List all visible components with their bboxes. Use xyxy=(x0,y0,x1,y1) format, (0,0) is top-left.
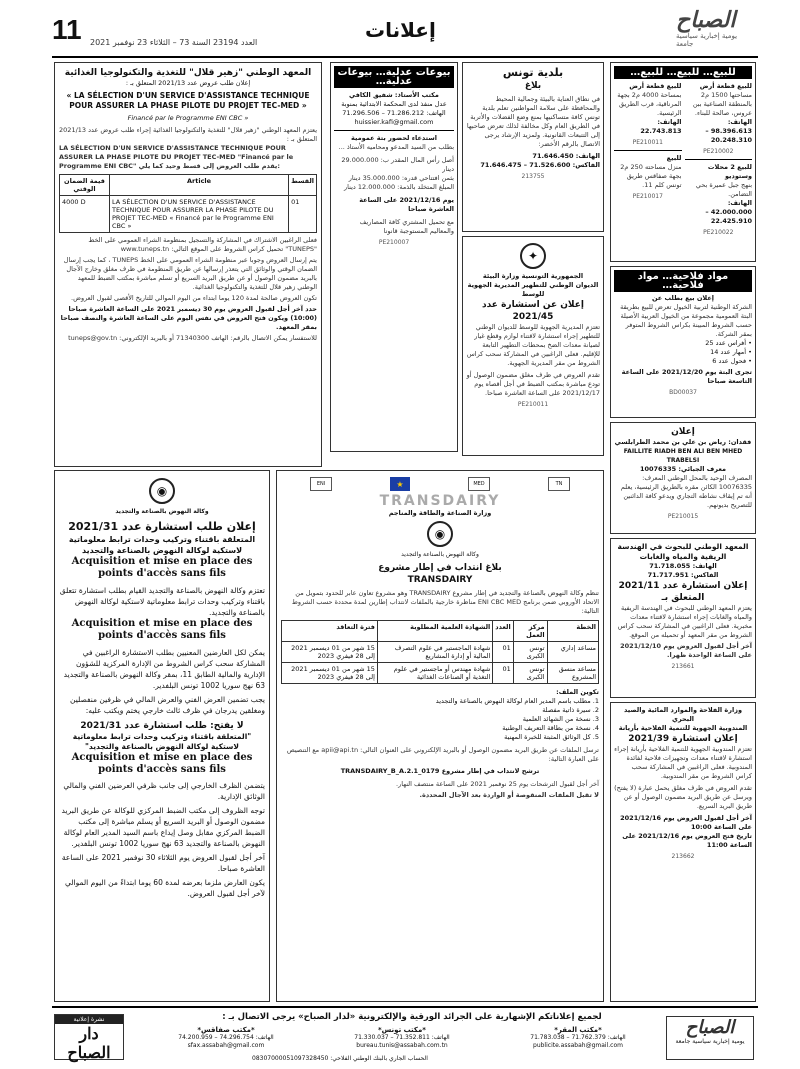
apii-fr-subject-3: Acquisition et mise en place des points d'accès sans fils xyxy=(71,752,253,775)
table-header: قيمة الضمان الوقتي xyxy=(60,175,110,196)
table-header: العدد xyxy=(493,621,513,642)
municipality-fax: الفاكس: 71.526.600 – 71.646.475 xyxy=(480,161,600,169)
apii-consultation-ad xyxy=(54,470,270,1002)
table-cell: 15 شهر من 01 ديسمبر 2021 إلى 28 فيفري 2023 xyxy=(282,642,378,663)
ad-code: BD00037 xyxy=(669,389,697,396)
crda-agency: المندوبية الجهوية للتنمية الفلاحية بأريانة xyxy=(618,724,748,732)
bailiff-office: مكتب الأستاذ: شفيق الكافي xyxy=(349,91,439,99)
table-cell: مساعد إداري xyxy=(547,642,598,663)
transdairy-note: لا تقبل الملفات المنقوصة أو الواردة بعد الآجال المحددة. xyxy=(419,791,599,799)
innta-body5: تكون العروض صالحة لمدة 120 يوما ابتداء من اليوم الموالي للتاريخ الأقصى لقبول العروض. xyxy=(71,294,317,302)
office-name: *مكتب المقر* xyxy=(554,1026,602,1034)
ad-code: PE210011 xyxy=(632,139,663,146)
apii-subject: المتعلقة باقتناء وتركيب وحدات ترابط معلوماتية لاستكية لوكالة النهوض بالصناعة والتجديد xyxy=(68,535,256,555)
innta-tender-ad xyxy=(54,62,322,467)
apii-fr-subject: Acquisition et mise en place des points d'accès sans fils xyxy=(71,556,253,579)
table-header: مركز العمل xyxy=(513,621,547,642)
footer-house-logo xyxy=(54,1014,124,1060)
apii-body1: تعتزم وكالة النهوض بالصناعة والتجديد القيام بطلب استشارة تتعلق باقتناء وتركيب وحدات ترابط معلوماتية لاستكية لوكالة النهوض بالصناعة والتجديد. xyxy=(59,586,265,617)
onas-body2: تقدم العروض في ظرف مغلق مضمون الوصول أو تودع مباشرة بمكتب الضبط في أجل أقصاه يوم 2021/12/17 على الساعة العاشرة صباحا. xyxy=(466,371,600,397)
onas-ministry: الجمهورية التونسية وزارة البيئة xyxy=(482,272,584,280)
sales-classifieds xyxy=(610,62,756,262)
footer-newspaper-logo xyxy=(666,1016,754,1060)
innta-body2: LA SÉLECTION D'UN SERVICE D'ASSISTANCE TECHNIQUE POUR ASSURER LA PHASE PILOTE DU PROJET TEC-MED "Financé par le Programme ENI CBC" يقدم طلب العروض إلى قسط وحيد كما يلي: xyxy=(59,144,294,170)
transdairy-ref: ترشح لانتداب في إطار مشروع TRANSDAIRY_B_A.2.1_0179 xyxy=(340,767,540,775)
innta-call: إعلان طلب عروض عدد 2021/13 المتعلق بـ : xyxy=(125,79,251,87)
footer-offices xyxy=(142,1026,662,1050)
apii-body3: يجب تضمين العرض الفني والعرض المالي في ظرفين منفصلين ومغلقين يدرجان في ظرف ثالث خارجي يختم ويكتب عليه: xyxy=(69,695,265,715)
logo-subtitle: يومية إخبارية سياسية جامعة xyxy=(676,32,738,48)
apii-envelope-subject: "المتعلقة باقتناء وتركيب وحدات ترابط معلوماتية لاستكية لوكالة النهوض بالصناعة والتجديد" xyxy=(72,732,252,751)
apii-body6: آخر أجل لقبول العروض يوم الثلاثاء 30 نوفمبر 2021 على الساعة العاشرة صباحا. xyxy=(61,853,265,873)
transdairy-send: ترسل الملفات عن طريق البريد مضمون الوصول أو بالبريد الإلكتروني على العنوان التالي: apii@api.tn مع التنصيص على العبارة التالية: xyxy=(286,746,599,763)
tunis-municipality-ad xyxy=(462,62,604,232)
apii-call: إعلان طلب استشارة عدد 2021/31 xyxy=(68,520,256,533)
crda-ministry: وزارة الفلاحة والموارد المائية والصيد البحري xyxy=(623,706,743,723)
ad-code: 213661 xyxy=(671,663,695,670)
bailiff-email: huissier.kafi@gmail.com xyxy=(354,118,434,126)
sales-banner: للبيع… للبيع… للبيع… xyxy=(614,66,752,79)
office-email[interactable]: sfax.assabah@gmail.com xyxy=(187,1042,265,1049)
transdairy-project: TRANSDAIRY xyxy=(407,575,473,585)
municipality-body: في نطاق العناية بالبيئة وجمالية المحيط والمحافظة على سلامة المواطنين تعلم بلدية تونس كافة متساكنيها بمنع وضع الفضلات والأتربة في الطريق العام وكل مخالفة لذلك تعرض صاحبها إلى التتبعات القانونية. ولمزيد الإرشاد يرجى الاتصال بالرقم الأخضر: xyxy=(466,95,600,148)
dossier-item: 1. مطلب باسم المدير العام لوكالة النهوض بالصناعة والتجديد xyxy=(435,697,599,705)
office-name: *مكتب تونس* xyxy=(378,1026,426,1034)
footer-logo-subtitle: يومية إخبارية سياسية جامعة xyxy=(675,1038,745,1045)
office-phone: الهاتف: 71.762.379 – 71.783.038 xyxy=(530,1034,626,1041)
newspaper-logo xyxy=(676,8,754,48)
innta-lot-table xyxy=(59,174,317,233)
agricultural-item: • فحول عدد 6 xyxy=(712,357,752,365)
inrgref-consultation-ad xyxy=(610,538,756,698)
enicbc-logo-icon: ENI xyxy=(310,477,332,491)
sale-body: بطلب من السيد المدعو ومحاميه الأستاذ ... xyxy=(338,143,454,151)
table-cell: 01 xyxy=(493,663,513,684)
apii-emblem-icon: ◉ xyxy=(427,521,453,547)
table-cell: شهادة الماجستير في علوم التصرف المالية أو إدارة المشاريع xyxy=(377,642,492,663)
apii-envelope-label: لا يفتح: طلب استشارة عدد 2021/31 xyxy=(80,721,244,731)
inrgref-body2: آخر أجل لقبول العروض يوم 2021/12/10 على الساعة الواحدة ظهرا. xyxy=(620,642,752,659)
innta-body1: يعتزم المعهد الوطني "زهير قلال" للتغذية والتكنولوجيا الغذائية إجراء طلب عروض عدد 2021/13 المتعلق بـ : xyxy=(59,126,317,143)
agricultural-date: تجرى البتة يوم 2021/12/20 على الساعة التاسعة صباحا xyxy=(621,368,752,385)
logo-text: الصباح xyxy=(676,7,736,33)
agricultural-sale-ad xyxy=(610,266,756,418)
dossier-item: 2. سيرة ذاتية مفصلة xyxy=(542,706,599,714)
sponsor-logos xyxy=(281,477,599,491)
classified-body: بمساحة 4000 م2 بجهة المرناقية، قرب الطريق الرئيسية. xyxy=(617,91,682,117)
innta-body3: فعلى الراغبين الاشتراك في المشاركة والتسجيل بمنظومة الشراء العمومي على الخط "TUNEPS" تحميل كراس الشروط على الموقع التالي: www.tuneps.tn xyxy=(88,236,317,253)
classified-column xyxy=(685,82,753,237)
issue-line: العدد 23194 السنة 73 – الثلاثاء 23 نوفمبر 2021 xyxy=(90,38,258,47)
ad-code: 213755 xyxy=(521,173,545,180)
municipality-phone: الهاتف: 71.646.450 xyxy=(532,152,600,160)
judicial-sale-ad xyxy=(330,62,458,452)
footer-house-name: دار الصباح xyxy=(67,1024,111,1062)
office-block xyxy=(494,1026,662,1050)
dossier-title: تكوين الملف: xyxy=(556,688,599,696)
innta-org: المعهد الوطني "زهير قلال" للتغذية والتكنولوجيا الغذائية xyxy=(64,68,312,78)
dossier-item: 4. نسخة من بطاقة التعريف الوطنية xyxy=(502,724,599,732)
classified-body: منزل مساحته 250 م2 بجهة صفاقس طريق تونس كلم 11. xyxy=(620,163,682,189)
ministry-logo-icon: TN xyxy=(548,477,570,491)
ad-code: PE210002 xyxy=(703,148,734,155)
crda-call: إعلان استشارة 2021/39 xyxy=(628,734,738,744)
sale-date: يوم 2021/12/16 على الساعة العاشرة صباحا xyxy=(359,196,454,213)
onas-agency: الديوان الوطني للتطهير المديرية الجهوية للوسط xyxy=(467,281,599,298)
bailiff-address: عدل منفذ لدى المحكمة الابتدائية بمنوبة xyxy=(341,100,447,108)
sale-footer: مع تحميل المشتري كافة المصاريف والمعاليم المستوجبة قانونا xyxy=(359,218,454,235)
eu-flag-icon: ★ xyxy=(390,477,410,491)
office-email[interactable]: publicite.assabah@gmail.com xyxy=(533,1042,623,1049)
classified-column xyxy=(614,82,682,237)
table-cell: LA SÉLECTION D'UN SERVICE D'ASSISTANCE TECHNIQUE POUR ASSURER LA PHASE PILOTE DU PROJET TEC-MED « Financé par le Programme ENI CBC » xyxy=(110,196,289,233)
classified-phone: الهاتف: 22.743.813 xyxy=(640,118,682,135)
classified-phone: الهاتف: 42.000.000 – 22.425.910 xyxy=(705,199,752,225)
innta-fr-sub: Financé par le Programme ENI CBC » xyxy=(127,114,249,122)
transdairy-intro: تنظم وكالة النهوض بالصناعة والتجديد في إطار مشروع TRANSDAIRY وهو مشروع تعاون عابر للحدود بتمويل من الاتحاد الأوروبي ضمن برنامج ENI CBC MED مناظرة خارجية بالملفات لانتداب إطارين لمدة محددة حسب الشروط التالية: xyxy=(291,589,599,615)
inrgref-body: يعتزم المعهد الوطني للبحوث في الهندسة الريفية والمياه والغابات إجراء استشارة لاقتناء معدات مخبرية. فعلى الراغبين في المشاركة سحب كراس الشروط من مقر المعهد أو تحميله من الموقع. xyxy=(617,604,752,639)
classified-title: للبيع قطعة أرض xyxy=(699,82,752,90)
agricultural-item: • أمهار عدد 14 xyxy=(710,348,752,356)
ad-code: PE210022 xyxy=(703,229,734,236)
sale-price-2: بثمن افتتاحي قدره: 35.000.000 دينار xyxy=(348,174,454,182)
agricultural-item: • أفراس عدد 25 xyxy=(705,339,752,347)
sale-price-1: أصل رأس المال المقدر ب: 29.000.000 دينار xyxy=(341,156,454,173)
innta-fr-title: « LA SÉLECTION D'UN SERVICE D'ASSISTANCE TECHNIQUE POUR ASSURER LA PHASE PILOTE DU PROJET TEC-MED » xyxy=(66,91,310,110)
ad-code: PE210015 xyxy=(667,513,699,520)
page-footer xyxy=(52,1006,758,1062)
classified-phone: الهاتف: 98.396.613 – 20.248.310 xyxy=(705,118,752,144)
faillite-title: إعلان xyxy=(671,427,695,437)
apii-body4: يتضمن الظرف الخارجي إلى جانب ظرفي العرضين الفني والمالي الوثائق الإدارية. xyxy=(63,781,265,801)
table-header: الشهادة العلمية المطلوبة xyxy=(377,621,492,642)
table-row xyxy=(282,642,599,663)
innta-body6: حدد آخر أجل لقبول العروض يوم 30 ديسمبر 2021 على الساعة العاشرة صباحا (10:00) ويكون فتح العروض في نفس اليوم على الساعة العاشرة والنصف صباحا بمقر المعهد. xyxy=(60,305,317,331)
bailiff-phones: الهاتف: 71.286.212 – 71.296.506 xyxy=(342,109,446,117)
crda-opening: تاريخ فتح العروض يوم 2021/12/16 على الساعة 11:00 xyxy=(622,832,752,849)
partner-logo-icon: MED xyxy=(468,477,490,491)
judicial-sale-banner: بيوعات عدلية… بيوعات عدلية… xyxy=(334,66,454,88)
table-cell: شهادة مهندس أو ماجستير في علوم التغذية أو الصناعات الغذائية xyxy=(377,663,492,684)
footer-banner: لجميع إعلاناتكم الإشهارية على الجرائد الورقية والإلكترونية «لدار الصباح» يرجى الاتصال بـ : xyxy=(222,1012,602,1022)
apii-body2: يمكن لكل العارضين المعنيين بطلب الاستشارة الراغبين في المشاركة سحب كراس الشروط من الإدارة المركزية للشؤون الإدارية والمالية الطابق 11، بمقر وكالة النهوض بالصناعة والتجديد 63 نهج سوريا 1002 تونس البلفدير. xyxy=(63,648,265,690)
innta-body4: يتم إرسال العروض وجوبا عبر منظومة الشراء العمومي على الخط TUNEPS ، كما يجب إرسال الضمان الوقتي والوثائق التي يتعذر إرسالها عن طريق المنظومة في ظرف مغلق وخارج الآجال بالبريد مضمون الوصول أو عن طريق البريد السريع أو تسلم مباشرة بمكتب الضبط للمعهد الوطني زهير قلال للتغذية والتكنولوجيا الغذائية. xyxy=(63,256,317,291)
crda-body: تعتزم المندوبية الجهوية للتنمية الفلاحية بأريانة إجراء استشارة لاقتناء معدات وتجهيزات فلاحية لفائدة المندوبية. فعلى الراغبين في المشاركة سحب كراس الشروط من مقر المندوبية. xyxy=(614,745,752,780)
inrgref-fax: الفاكس: 71.717.951 xyxy=(647,571,719,579)
onas-body: تعتزم المديرية الجهوية للوسط للديوان الوطني للتطهير إجراء استشارة لاقتناء لوازم وقطع غيار لصيانة معدات الضخ بمحطات التطهير التابعة للإقليم. فعلى الراغبين في المشاركة سحب كراس الشروط من مقر المديرية الجهوية. xyxy=(466,323,600,367)
transdairy-brand: TRANSDAIRY xyxy=(379,493,501,509)
ad-code: PE210007 xyxy=(378,239,410,246)
faillite-name-ar: فقدان: رياض بن علي بن محمد الطرابلسي xyxy=(614,438,752,446)
crda-ariana-ad xyxy=(610,702,756,1002)
table-cell: مساعد منسق المشروع xyxy=(547,663,598,684)
agricultural-banner: مواد فلاحية… مواد فلاحية… xyxy=(614,270,752,292)
section-title: إعلانات xyxy=(365,18,436,42)
table-cell: 15 شهر من 01 ديسمبر 2021 إلى 28 فيفري 2023 xyxy=(282,663,378,684)
table-header: القسط xyxy=(289,175,317,196)
classified-body: بنهج جبل عميرة بحي التضامن. xyxy=(695,181,752,198)
header-rule xyxy=(52,56,758,58)
onas-emblem-icon: ✦ xyxy=(520,243,546,269)
classified-title: للبيع 2 محلات وستوديو xyxy=(707,163,752,180)
dossier-item: 3. نسخة من الشهائد العلمية xyxy=(522,715,599,723)
inrgref-call: إعلان استشارة عدد 2021/11 المتعلق بـ xyxy=(618,581,748,603)
positions-table xyxy=(281,620,599,684)
apii-body5: توجه الظروف إلى مكتب الضبط المركزي للوكالة عن طريق البريد مضمون الوصول أو البريد السريع أو يسلم مباشرة إلى مكتب الضبط المركزي مقابل وصل إيداع باسم السيد المدير العام لوكالة النهوض بالصناعة والتجديد 63 نهج سوريا 1002 تونس البلفدير. xyxy=(61,806,265,848)
table-header: الخطة xyxy=(547,621,598,642)
ad-code: PE210011 xyxy=(517,401,549,408)
municipality-title: بلدية تونس xyxy=(502,66,564,79)
faillite-id: معرف الجبائي: 10076335 xyxy=(639,465,727,473)
office-block xyxy=(318,1026,486,1050)
ad-code: 213662 xyxy=(671,853,695,860)
inrgref-org: المعهد الوطني للبحوث في الهندسة الريفية والمياه والغابات xyxy=(617,542,749,561)
footer-bank-account: الحساب الجاري بالبنك الوطني الفلاحي: 08307000051097328450 xyxy=(252,1055,428,1062)
table-cell: تونس الكبرى xyxy=(513,642,547,663)
classified-title: للبيع xyxy=(666,154,682,162)
onas-consultation-ad xyxy=(462,236,604,456)
crda-deadline: آخر أجل لقبول العروض يوم 2021/12/16 على الساعة 10:00 xyxy=(620,814,752,831)
apii-emblem-icon: ◉ xyxy=(149,478,175,504)
footer-house-label: نشرة إعلانية xyxy=(55,1015,123,1024)
agricultural-announcer: إعلان بيع بطلب عن xyxy=(651,294,715,302)
agricultural-body: الشركة الوطنية لتربية الخيول تعرض للبيع بطريقة البتة العمومية مجموعة من الخيول العربية الأصيلة حسب الشروط المبينة بكراس الشروط المتوفر بمقر الشركة. xyxy=(620,303,752,338)
transdairy-ministry: وزارة الصناعة والطاقة والمناجم xyxy=(388,509,492,517)
page-number: 11 xyxy=(52,14,82,45)
office-name: *مكتب صفاقس* xyxy=(197,1026,255,1034)
crda-body2: تقدم العروض في ظرف مغلق يحمل عبارة (لا يفتح) ويرسل عن طريق البريد مضمون الوصول أو عن طريق البريد السريع. xyxy=(614,784,752,810)
page-header xyxy=(0,0,800,58)
transdairy-recruitment-ad xyxy=(276,470,604,1002)
sale-title: استدعاء لحضور بتة عمومية xyxy=(351,134,437,142)
table-row xyxy=(60,196,317,233)
table-cell: 01 xyxy=(493,642,513,663)
innta-body7: للاستفسار يمكن الاتصال بالرقم: الهاتف 71340300 أو بالبريد الإلكتروني: tuneps@gov.tn xyxy=(68,334,317,342)
footer-logo-text: الصباح xyxy=(685,1017,735,1038)
faillite-notice xyxy=(610,422,756,534)
sale-price-3: المبلغ المتخلد بالذمة: 12.000.000 دينار xyxy=(344,183,454,191)
apii-fr-subject-2: Acquisition et mise en place des points d'accès sans fils xyxy=(71,618,253,641)
apii-agency: وكالة النهوض بالصناعة والتجديد xyxy=(115,508,209,515)
classified-title: للبيع قطعة أرض xyxy=(629,82,682,90)
transdairy-deadline: آخر أجل لقبول الترشحات يوم 25 نوفمبر 2021 على الساعة منتصف النهار. xyxy=(396,780,599,788)
faillite-body: المصرف الوحيد بالمحل الوطني المعرف: 10076335 الكائن مقره بالطريق الرئيسية، يعلم أنه تم إيقاف نشاطه التجاري ويدعو كافة الدائنين للتصريح بديونهم. xyxy=(620,474,752,509)
table-row xyxy=(282,663,599,684)
table-header: Article xyxy=(110,175,289,196)
ad-code: PE210017 xyxy=(632,193,663,200)
office-phone: الهاتف: 71.352.811 – 71.330.037 xyxy=(354,1034,450,1041)
dossier-item: 5. كل الوثائق المثبتة للخبرة المهنية xyxy=(504,733,599,741)
office-phone: الهاتف: 74.296.754 – 74.200.959 xyxy=(178,1034,274,1041)
table-cell: 4000 D xyxy=(60,196,110,233)
transdairy-call: بلاغ انتداب في إطار مشروع xyxy=(378,563,502,573)
apii-body7: يكون العارض ملزما بعرضه لمدة 60 يوما ابتداءً من اليوم الموالي لآخر أجل لقبول العروض. xyxy=(65,878,265,898)
faillite-name-fr: FAILLITE RIADH BEN ALI BEN MHED TRABELSI xyxy=(623,448,743,464)
inrgref-phone: الهاتف: 71.718.055 xyxy=(649,562,717,570)
office-email[interactable]: bureau.tunis@assabah.com.tn xyxy=(356,1042,448,1049)
table-cell: 01 xyxy=(289,196,317,233)
table-cell: تونس الكبرى xyxy=(513,663,547,684)
classified-body: مساحتها 1500 م2 بالمنطقة الصناعية ببن عروس، صالحة للبناء. xyxy=(692,91,752,117)
onas-call: إعلان عن استشارة عدد 2021/45 xyxy=(481,300,584,322)
municipality-notice-label: بلاغ xyxy=(524,81,542,91)
transdairy-agency: وكالة النهوض بالصناعة والتجديد xyxy=(401,551,479,558)
office-block xyxy=(142,1026,310,1050)
table-header: فترة التعاقد xyxy=(282,621,378,642)
